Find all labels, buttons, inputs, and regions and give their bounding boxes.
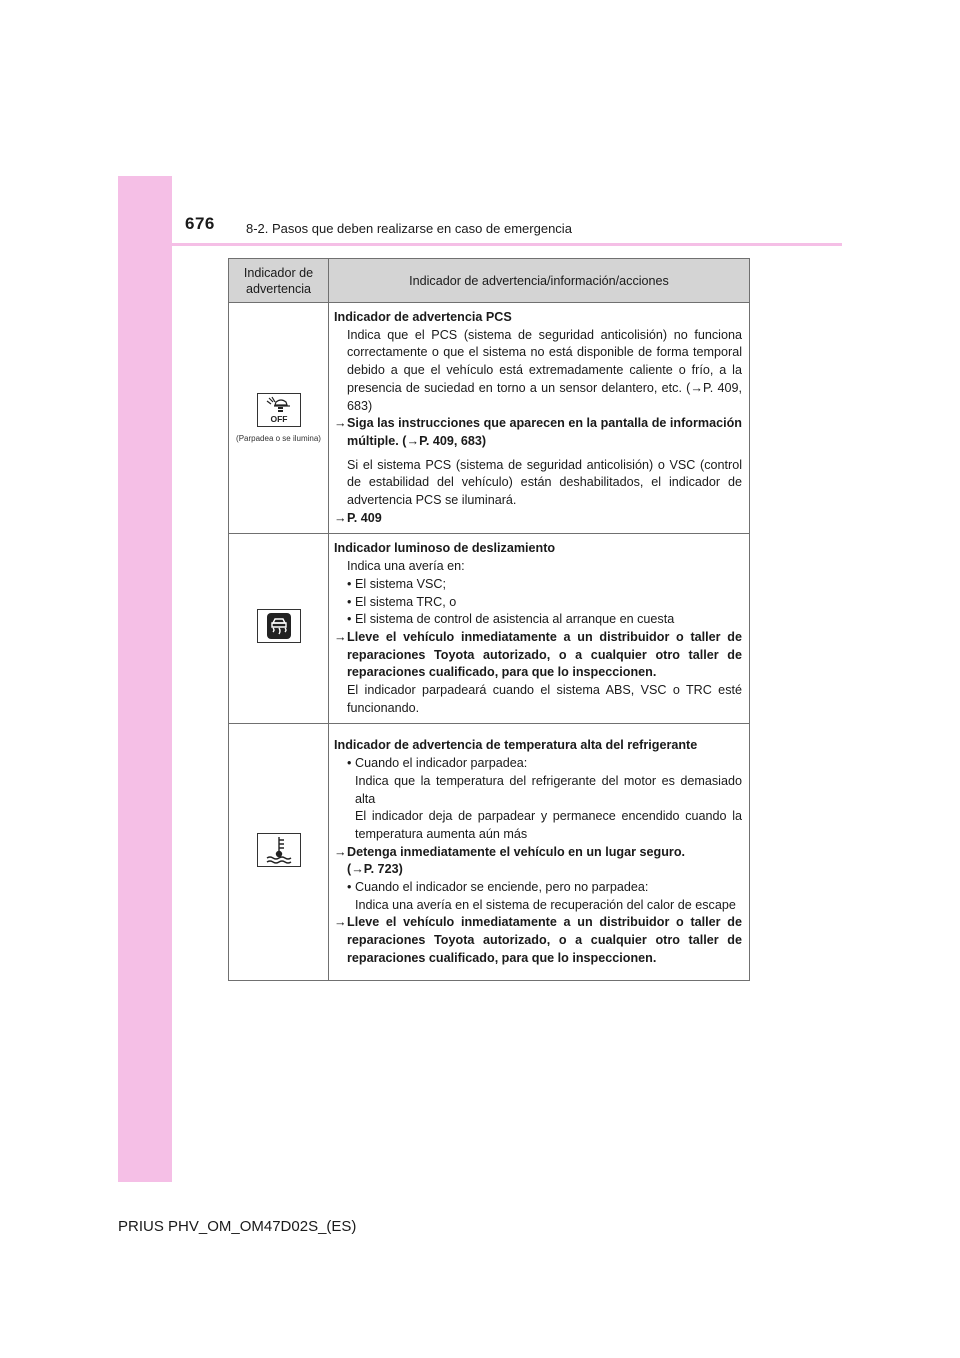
row-action: → Siga las instrucciones que aparecen en la pantalla de información múltiple. (→P. 409, 683): [334, 416, 742, 448]
warning-table: [228, 258, 750, 981]
coolant-temperature-icon: [257, 833, 301, 867]
row-action: → Lleve el vehículo inmediatamente a un distribuidor o taller de reparaciones Toyota autorizado, o a cualquier otro taller de reparaciones cualificado, para que lo inspeccionen.: [334, 629, 742, 680]
row-title: Indicador luminoso de deslizamiento: [334, 541, 556, 556]
document-footer: PRIUS PHV_OM_OM47D02S_(ES): [118, 1218, 357, 1235]
list-item: • Cuando el indicador se enciende, pero no parpadea:: [347, 880, 649, 895]
row-action: → Detenga inmediatamente el vehículo en un lugar seguro.: [334, 844, 686, 859]
icon-caption: (Parpadea o se ilumina): [236, 433, 321, 443]
info-cell: [329, 303, 750, 534]
list-item: • El sistema de control de asistencia al arranque en cuesta: [347, 612, 675, 627]
list-item-detail: Indica que la temperatura del refrigerante del motor es demasiado alta: [355, 773, 742, 806]
row-note: El indicador parpadeará cuando el sistema ABS, VSC o TRC esté funcionando.: [347, 683, 742, 715]
table-row: [229, 303, 750, 534]
icon-cell: [229, 724, 329, 981]
list-item: • Cuando el indicador parpadea:: [347, 756, 528, 771]
table-row: [229, 534, 750, 724]
table-row: [229, 724, 750, 981]
row-title: Indicador de advertencia PCS: [334, 310, 512, 324]
list-item: • El sistema VSC;: [347, 576, 446, 591]
info-cell: [329, 534, 750, 724]
list-item: • El sistema TRC, o: [347, 594, 457, 609]
header-info: Indicador de advertencia/información/acciones: [329, 259, 750, 303]
list-item-detail: Indica una avería en el sistema de recuperación del calor de escape: [355, 897, 736, 912]
slip-indicator-icon: [257, 609, 301, 643]
section-title: 8-2. Pasos que deben realizarse en caso de emergencia: [246, 221, 572, 236]
side-tab-bar: [118, 176, 172, 1182]
row-reference: → P. 409: [334, 510, 382, 525]
row-description: Indica una avería en:: [347, 559, 465, 574]
list-item-detail: El indicador deja de parpadear y permanece encendido cuando la temperatura aumenta aún más: [355, 809, 742, 841]
icon-cell: [229, 534, 329, 724]
row-description: Indica que el PCS (sistema de seguridad anticolisión) no funciona correctamente o que el sistema no está disponible de forma temporal debido a que el vehículo está extremadamente caliente o frío, a la presencia de suciedad en torno a un sensor delantero, etc. (→P. 409, 683): [347, 327, 742, 413]
row-action-reference: (→P. 723): [347, 862, 403, 877]
page-number: 676: [185, 214, 215, 233]
table-header-row: [229, 259, 750, 303]
pcs-off-icon: [257, 393, 301, 427]
icon-cell: [229, 303, 329, 534]
header-rule: [118, 243, 842, 246]
info-cell: [329, 724, 750, 981]
row-title: Indicador de advertencia de temperatura alta del refrigerante: [334, 738, 698, 753]
svg-text:OFF: OFF: [270, 414, 287, 425]
header-indicator: Indicador de advertencia: [229, 259, 329, 303]
row-action: → Lleve el vehículo inmediatamente a un distribuidor o taller de reparaciones Toyota autorizado, o a cualquier otro taller de reparaciones cualificado, para que lo inspeccionen.: [334, 915, 742, 965]
row-note: Si el sistema PCS (sistema de seguridad anticolisión) o VSC (control de estabilidad del vehículo) están deshabilitados, el indicador de advertencia PCS se iluminará.: [347, 457, 742, 508]
